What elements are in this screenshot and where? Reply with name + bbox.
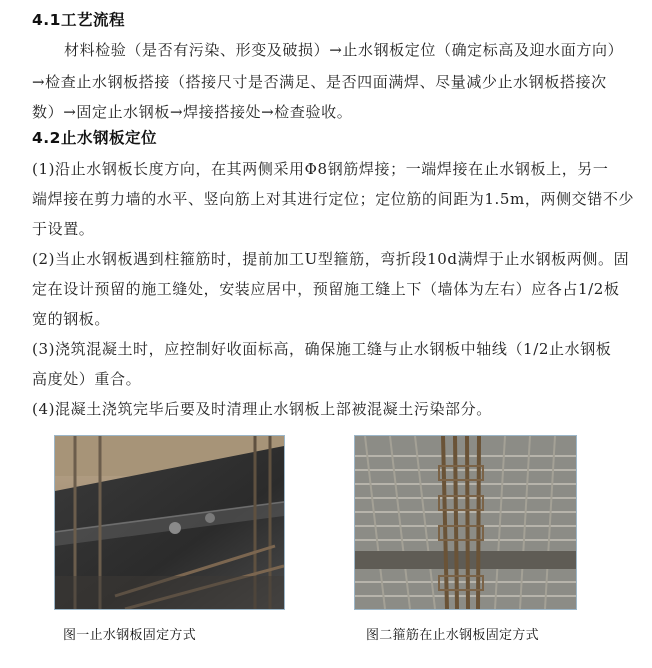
section-heading-4-2: 4.2止水钢板定位: [32, 129, 157, 147]
figure-2-caption: 图二箍筋在止水钢板固定方式: [366, 628, 539, 643]
paragraph-line: 于设置。: [32, 220, 95, 238]
section-heading-4-1: 4.1工艺流程: [32, 11, 125, 29]
figure-1-photo: [54, 435, 285, 610]
paragraph-line: 数）→固定止水钢板→焊接搭接处→检查验收。: [32, 103, 353, 121]
paragraph-line: (2)当止水钢板遇到柱箍筋时，提前加工U型箍筋，弯折段10d满焊于止水钢板两侧。固: [32, 250, 630, 268]
paragraph-line: 材料检验（是否有污染、形变及破损）→止水钢板定位（确定标高及迎水面方向）: [64, 41, 624, 59]
paragraph-line: 宽的钢板。: [32, 310, 111, 328]
paragraph-line: (1)沿止水钢板长度方向，在其两侧采用Φ8钢筋焊接；一端焊接在止水钢板上，另一: [32, 160, 609, 178]
figure-1-caption: 图一止水钢板固定方式: [63, 628, 197, 643]
paragraph-line: →检查止水钢板搭接（搭接尺寸是否满足、是否四面满焊、尽量减少止水钢板搭接次: [32, 73, 607, 91]
paragraph-line: (4)混凝土浇筑完毕后要及时清理止水钢板上部被混凝土污染部分。: [32, 400, 492, 418]
paragraph-line: 端焊接在剪力墙的水平、竖向筋上对其进行定位；定位筋的间距为1.5m，两侧交错不少: [32, 190, 635, 208]
paragraph-line: (3)浇筑混凝土时，应控制好收面标高，确保施工缝与止水钢板中轴线（1/2止水钢板: [32, 340, 612, 358]
figure-2-photo: [354, 435, 577, 610]
paragraph-line: 高度处）重合。: [32, 370, 142, 388]
paragraph-line: 定在设计预留的施工缝处，安装应居中，预留施工缝上下（墙体为左右）应各占1/2板: [32, 280, 620, 298]
